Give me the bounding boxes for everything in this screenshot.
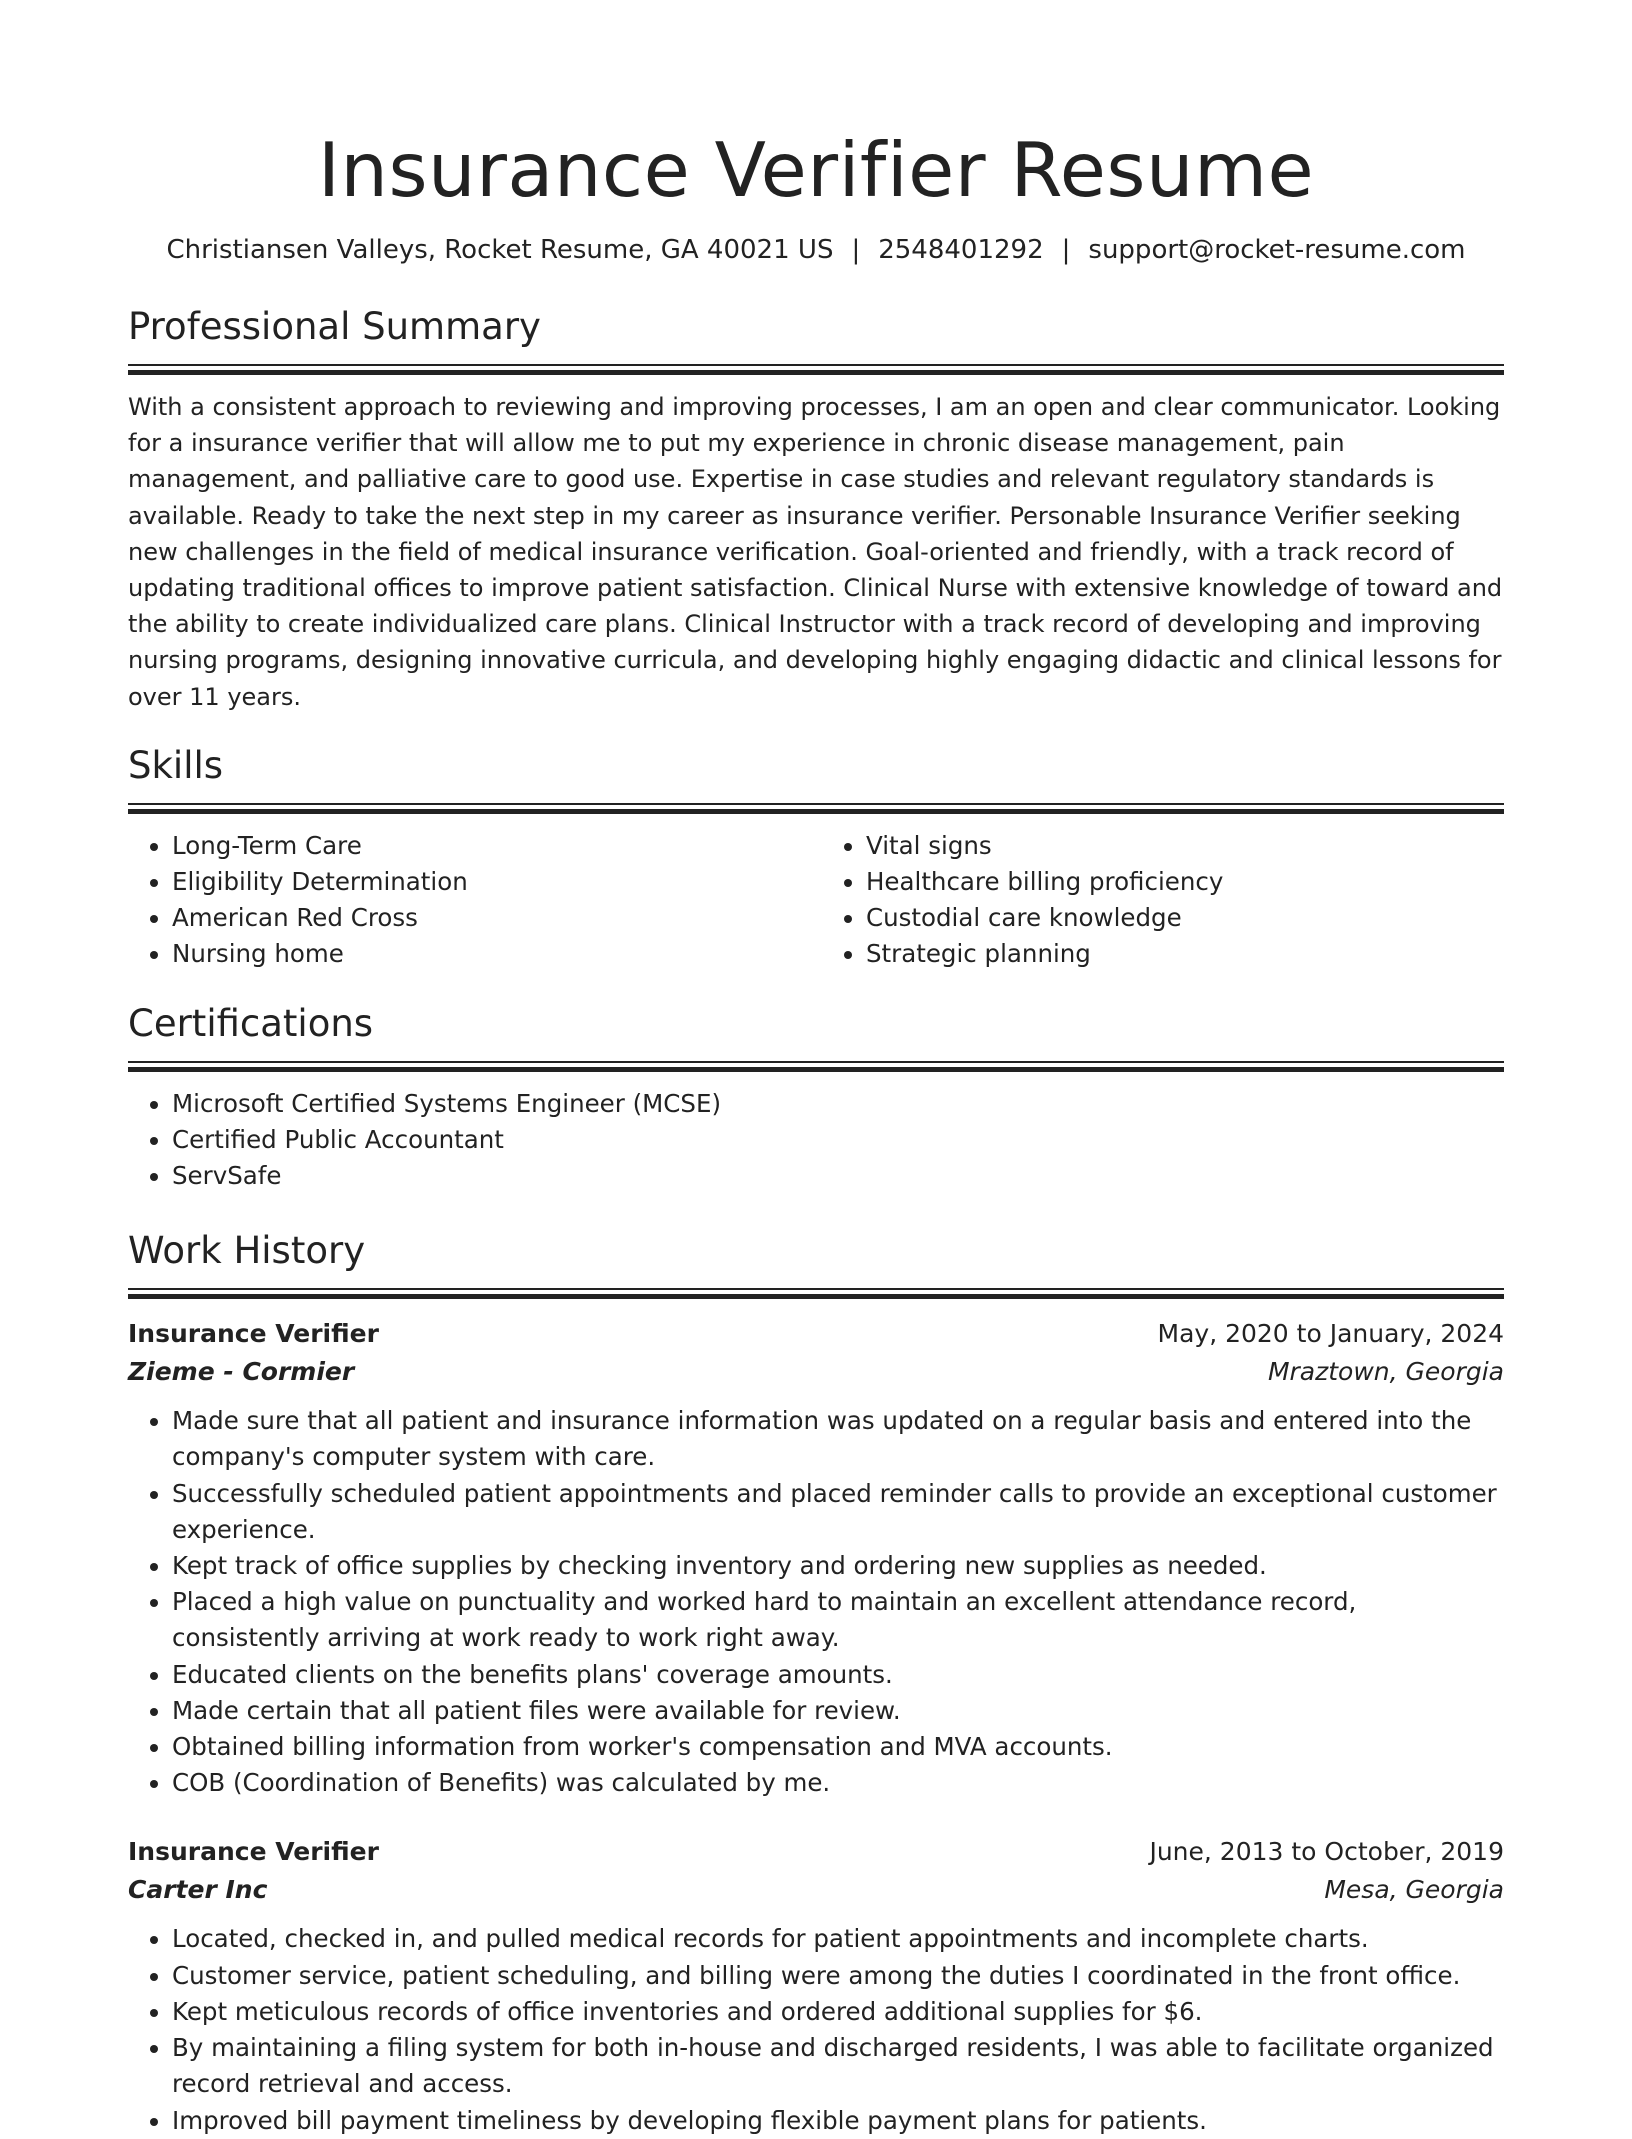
job-duty: • Kept track of office supplies by checking inventory and ordering new supplies as needed. xyxy=(172,1548,1504,1584)
skill-item: • Strategic planning xyxy=(866,936,1504,972)
job-duty: • Obtained billing information from worker's compensation and MVA accounts. xyxy=(172,1729,1504,1765)
job-entry xyxy=(128,1315,1504,1801)
job-header-row xyxy=(128,1833,1504,1871)
job-location: Mesa, Georgia xyxy=(1324,1875,1504,1905)
job-header-row xyxy=(128,1315,1504,1353)
job-duty: • Located, checked in, and pulled medical records for patient appointments and incomplete charts. xyxy=(172,1921,1504,1957)
skills-grid xyxy=(128,828,1504,973)
job-company: Carter Inc xyxy=(128,1875,268,1905)
contact-address: Christiansen Valleys, Rocket Resume, GA 40021 US xyxy=(166,235,834,265)
section-divider xyxy=(128,803,1504,814)
work-history-heading: Work History xyxy=(128,1229,366,1273)
skill-item: • Eligibility Determination xyxy=(172,864,816,900)
section-divider xyxy=(128,1288,1504,1299)
certification-item: • Microsoft Certified Systems Engineer (MCSE) xyxy=(172,1086,1504,1122)
certifications-section xyxy=(128,999,1504,1195)
section-divider xyxy=(128,1061,1504,1072)
job-dates: May, 2020 to January, 2024 xyxy=(1157,1319,1504,1349)
job-duties-list xyxy=(128,1403,1504,1801)
job-duty: • Made certain that all patient files were available for review. xyxy=(172,1693,1504,1729)
section-divider xyxy=(128,364,1504,375)
contact-email: support@rocket-resume.com xyxy=(1088,235,1466,265)
job-duty: • Kept meticulous records of office inventories and ordered additional supplies for $6. xyxy=(172,1994,1504,2030)
work-history-section xyxy=(128,1226,1504,2138)
summary-heading: Professional Summary xyxy=(128,305,541,348)
contact-separator: | xyxy=(851,235,861,265)
skills-list-right xyxy=(816,828,1504,973)
job-duties-list xyxy=(128,1921,1504,2138)
job-subheader-row xyxy=(128,1871,1504,1909)
job-duty: • Made sure that all patient and insurance information was updated on a regular basis and entered into the company's computer system with care. xyxy=(172,1403,1504,1475)
certifications-heading: Certifications xyxy=(128,1001,374,1045)
contact-separator: | xyxy=(1061,235,1071,265)
certification-item: • Certified Public Accountant xyxy=(172,1122,1504,1158)
job-duty: • Improved bill payment timeliness by developing flexible payment plans for patients. xyxy=(172,2103,1504,2139)
skill-item: • Healthcare billing proficiency xyxy=(866,864,1504,900)
skill-item: • American Red Cross xyxy=(172,900,816,936)
job-duty: • Educated clients on the benefits plans' coverage amounts. xyxy=(172,1657,1504,1693)
contact-line xyxy=(128,232,1504,268)
skill-item: • Nursing home xyxy=(172,936,816,972)
contact-phone: 2548401292 xyxy=(878,235,1044,265)
summary-text: With a consistent approach to reviewing and improving processes, I am an open and clear communicator. Looking for a insurance verifier that will allow me to put my experience in chronic disease management, pain management, and palliative care to good use. Expertise in case studies and relevant regulatory standards is available. Ready to take the next step in my career as insurance verifier. Personable Insurance Verifier seeking new challenges in the field of medical insurance verification. Goal-oriented and friendly, with a track record of updating traditional offices to improve patient satisfaction. Clinical Nurse with extensive knowledge of toward and the ability to create individualized care plans. Clinical Instructor with a track record of developing and improving nursing programs, designing innovative curricula, and developing highly engaging didactic and clinical lessons for over 11 years. xyxy=(128,393,1503,711)
certifications-list xyxy=(128,1086,1504,1195)
job-company: Zieme - Cormier xyxy=(128,1357,355,1387)
job-duty: • Successfully scheduled patient appointments and placed reminder calls to provide an exceptional customer experience. xyxy=(172,1476,1504,1548)
job-duty: • By maintaining a filing system for both in-house and discharged residents, I was able to facilitate organized record retrieval and access. xyxy=(172,2030,1504,2102)
job-dates: June, 2013 to October, 2019 xyxy=(1149,1837,1504,1867)
job-duty: • COB (Coordination of Benefits) was calculated by me. xyxy=(172,1765,1504,1801)
certification-item: • ServSafe xyxy=(172,1158,1504,1194)
skill-item: • Vital signs xyxy=(866,828,1504,864)
skills-list-left xyxy=(128,828,816,973)
resume-title: Insurance Verifier Resume xyxy=(317,126,1315,214)
job-subheader-row xyxy=(128,1353,1504,1391)
skill-item: • Custodial care knowledge xyxy=(866,900,1504,936)
resume-page xyxy=(128,0,1504,2135)
job-location: Mraztown, Georgia xyxy=(1267,1357,1504,1387)
job-title: Insurance Verifier xyxy=(128,1837,379,1867)
skills-heading: Skills xyxy=(128,743,224,787)
skills-section xyxy=(128,741,1504,973)
job-duty: • Placed a high value on punctuality and worked hard to maintain an excellent attendance record, consistently arriving at work ready to work right away. xyxy=(172,1584,1504,1656)
skill-item: • Long-Term Care xyxy=(172,828,816,864)
summary-section xyxy=(128,302,1504,715)
job-entry xyxy=(128,1833,1504,2138)
job-title: Insurance Verifier xyxy=(128,1319,379,1349)
job-duty: • Customer service, patient scheduling, and billing were among the duties I coordinated in the front office. xyxy=(172,1958,1504,1994)
